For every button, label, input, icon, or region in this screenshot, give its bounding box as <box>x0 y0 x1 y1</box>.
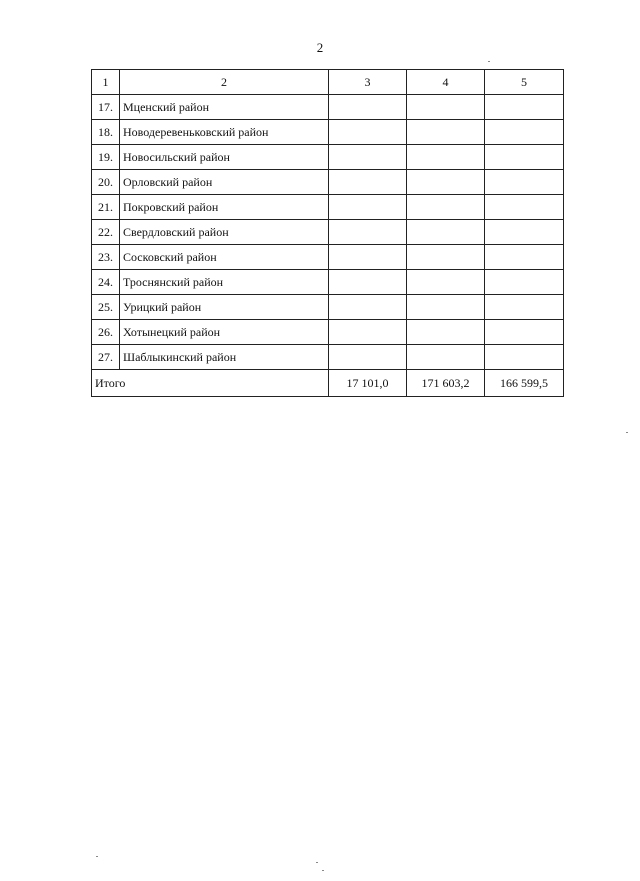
district-name: Урицкий район <box>120 295 329 320</box>
district-name: Свердловский район <box>120 220 329 245</box>
row-number: 20. <box>92 170 120 195</box>
value-col-3 <box>329 145 407 170</box>
scan-speck <box>322 870 324 871</box>
row-number: 22. <box>92 220 120 245</box>
value-col-5 <box>485 345 564 370</box>
table-row <box>92 195 564 220</box>
header-col-1: 1 <box>92 70 120 95</box>
table-row <box>92 270 564 295</box>
value-col-4 <box>407 320 485 345</box>
district-name: Новодеревеньковский район <box>120 120 329 145</box>
table-row <box>92 95 564 120</box>
value-col-3 <box>329 95 407 120</box>
header-col-2: 2 <box>120 70 329 95</box>
table-row <box>92 145 564 170</box>
total-col-3: 17 101,0 <box>329 370 407 397</box>
value-col-3 <box>329 320 407 345</box>
value-col-3 <box>329 245 407 270</box>
value-col-3 <box>329 345 407 370</box>
row-number: 25. <box>92 295 120 320</box>
row-number: 23. <box>92 245 120 270</box>
value-col-5 <box>485 220 564 245</box>
district-name: Мценский район <box>120 95 329 120</box>
value-col-4 <box>407 245 485 270</box>
table-row <box>92 220 564 245</box>
value-col-4 <box>407 270 485 295</box>
value-col-3 <box>329 270 407 295</box>
value-col-5 <box>485 120 564 145</box>
district-name: Новосильский район <box>120 145 329 170</box>
value-col-5 <box>485 295 564 320</box>
value-col-5 <box>485 270 564 295</box>
value-col-4 <box>407 220 485 245</box>
value-col-5 <box>485 145 564 170</box>
district-name: Сосковский район <box>120 245 329 270</box>
row-number: 19. <box>92 145 120 170</box>
header-col-5: 5 <box>485 70 564 95</box>
table-row <box>92 345 564 370</box>
district-name: Троснянский район <box>120 270 329 295</box>
value-col-4 <box>407 295 485 320</box>
row-number: 17. <box>92 95 120 120</box>
scan-speck <box>316 862 318 863</box>
row-number: 27. <box>92 345 120 370</box>
total-col-5: 166 599,5 <box>485 370 564 397</box>
scan-speck <box>488 61 490 62</box>
page-number: 2 <box>316 40 324 55</box>
value-col-3 <box>329 195 407 220</box>
row-number: 24. <box>92 270 120 295</box>
scan-speck <box>626 432 628 433</box>
table-row <box>92 170 564 195</box>
value-col-4 <box>407 120 485 145</box>
value-col-3 <box>329 170 407 195</box>
table-header-row <box>92 70 564 95</box>
table-row <box>92 245 564 270</box>
total-label: Итого <box>92 370 329 397</box>
districts-table <box>91 69 564 397</box>
value-col-4 <box>407 145 485 170</box>
district-name: Орловский район <box>120 170 329 195</box>
value-col-3 <box>329 295 407 320</box>
value-col-4 <box>407 170 485 195</box>
table-row <box>92 120 564 145</box>
row-number: 21. <box>92 195 120 220</box>
header-col-3: 3 <box>329 70 407 95</box>
district-name: Шаблыкинский район <box>120 345 329 370</box>
value-col-5 <box>485 170 564 195</box>
scan-speck <box>96 856 98 857</box>
total-row <box>92 370 564 397</box>
header-col-4: 4 <box>407 70 485 95</box>
value-col-5 <box>485 245 564 270</box>
value-col-5 <box>485 320 564 345</box>
row-number: 18. <box>92 120 120 145</box>
table-row <box>92 295 564 320</box>
value-col-5 <box>485 195 564 220</box>
table-row <box>92 320 564 345</box>
value-col-3 <box>329 220 407 245</box>
value-col-4 <box>407 345 485 370</box>
value-col-4 <box>407 95 485 120</box>
value-col-4 <box>407 195 485 220</box>
district-name: Хотынецкий район <box>120 320 329 345</box>
district-name: Покровский район <box>120 195 329 220</box>
total-col-4: 171 603,2 <box>407 370 485 397</box>
value-col-3 <box>329 120 407 145</box>
row-number: 26. <box>92 320 120 345</box>
value-col-5 <box>485 95 564 120</box>
